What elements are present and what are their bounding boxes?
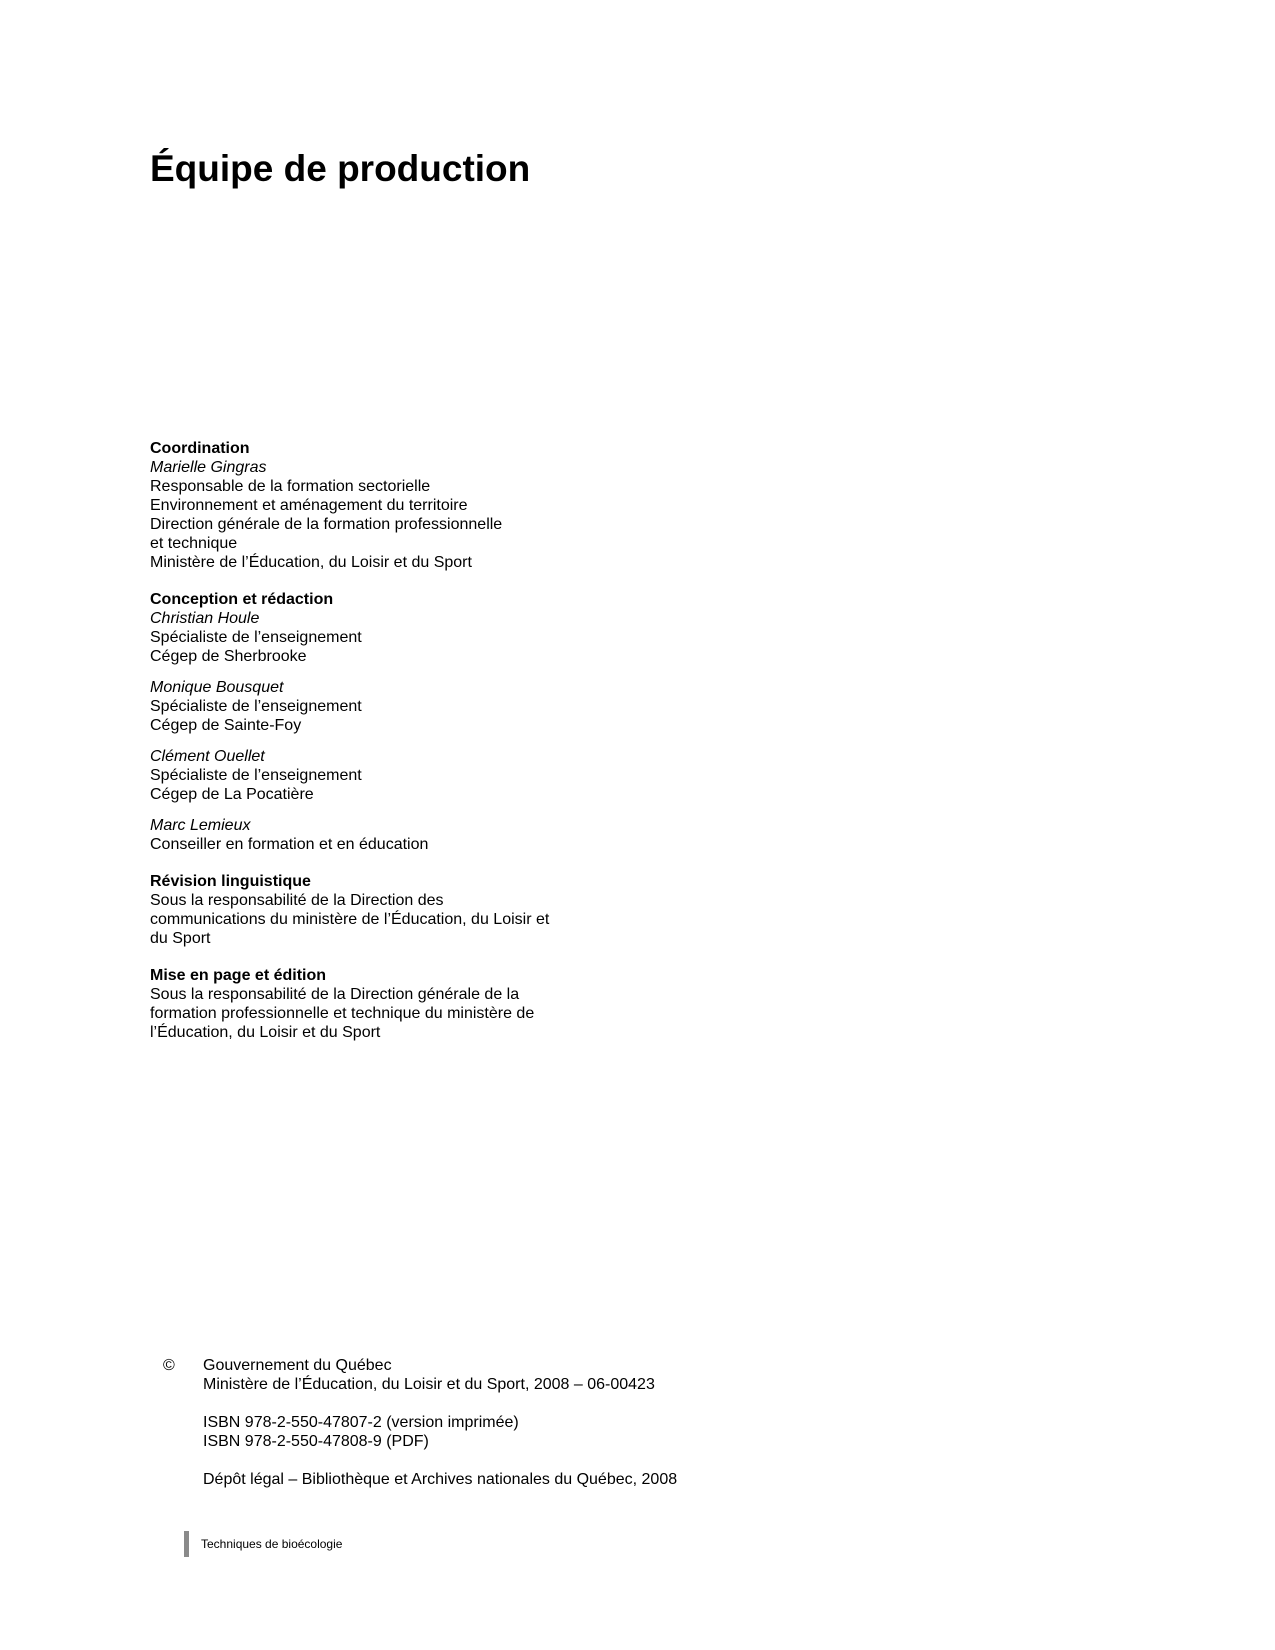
person-entry: [150, 678, 610, 735]
person-detail: et technique: [150, 535, 238, 552]
publisher-block: [203, 1356, 763, 1394]
legal-deposit-block: [203, 1470, 763, 1489]
person-detail: Responsable de la formation sectorielle: [150, 478, 431, 495]
government-name: Gouvernement du Québec: [203, 1357, 392, 1374]
ministry-line: Ministère de l’Éducation, du Loisir et du Sport, 2008 – 06-00423: [203, 1376, 655, 1393]
section-revision: [150, 872, 610, 948]
person-name: Clément Ouellet: [150, 748, 265, 765]
person-detail: Cégep de La Pocatière: [150, 786, 314, 803]
person-entry: [150, 609, 610, 666]
person-name: Monique Bousquet: [150, 679, 284, 696]
person-detail: Ministère de l’Éducation, du Loisir et du Sport: [150, 554, 472, 571]
section-heading: Coordination: [150, 440, 250, 457]
person-entry: [150, 747, 610, 804]
person-name: Marielle Gingras: [150, 459, 267, 476]
section-heading: Conception et rédaction: [150, 591, 334, 608]
page-footer: [184, 1531, 342, 1557]
person-name: Christian Houle: [150, 610, 260, 627]
person-name: Marc Lemieux: [150, 817, 251, 834]
legal-deposit: Dépôt légal – Bibliothèque et Archives nationales du Québec, 2008: [203, 1471, 678, 1488]
footer-text: Techniques de bioécologie: [201, 1537, 343, 1551]
section-conception: [150, 590, 610, 854]
section-text: du Sport: [150, 930, 211, 947]
isbn-pdf: ISBN 978-2-550-47808-9 (PDF): [203, 1433, 429, 1450]
isbn-print: ISBN 978-2-550-47807-2 (version imprimée): [203, 1414, 519, 1431]
section-text: communications du ministère de l’Éducation, du Loisir et: [150, 911, 550, 928]
section-heading: Révision linguistique: [150, 873, 311, 890]
footer-bar: [184, 1531, 189, 1557]
isbn-block: [203, 1413, 763, 1451]
section-mise-en-page: [150, 966, 610, 1042]
person-detail: Cégep de Sainte-Foy: [150, 717, 302, 734]
section-coordination: [150, 439, 610, 572]
person-detail: Spécialiste de l’enseignement: [150, 629, 362, 646]
page-title: Équipe de production: [150, 148, 531, 189]
section-text: Sous la responsabilité de la Direction des: [150, 892, 444, 909]
section-text: formation professionnelle et technique du ministère de: [150, 1005, 535, 1022]
copyright-symbol: ©: [163, 1357, 175, 1374]
section-text: l’Éducation, du Loisir et du Sport: [150, 1024, 381, 1041]
copyright-body: [203, 1356, 763, 1508]
person-entry: [150, 458, 610, 572]
person-entry: [150, 816, 610, 854]
section-heading: Mise en page et édition: [150, 967, 327, 984]
person-detail: Direction générale de la formation professionnelle: [150, 516, 503, 533]
person-detail: Spécialiste de l’enseignement: [150, 767, 362, 784]
person-detail: Spécialiste de l’enseignement: [150, 698, 362, 715]
person-detail: Environnement et aménagement du territoire: [150, 497, 468, 514]
person-detail: Cégep de Sherbrooke: [150, 648, 307, 665]
production-credits: [150, 439, 610, 1060]
person-detail: Conseiller en formation et en éducation: [150, 836, 429, 853]
section-text: Sous la responsabilité de la Direction générale de la: [150, 986, 520, 1003]
